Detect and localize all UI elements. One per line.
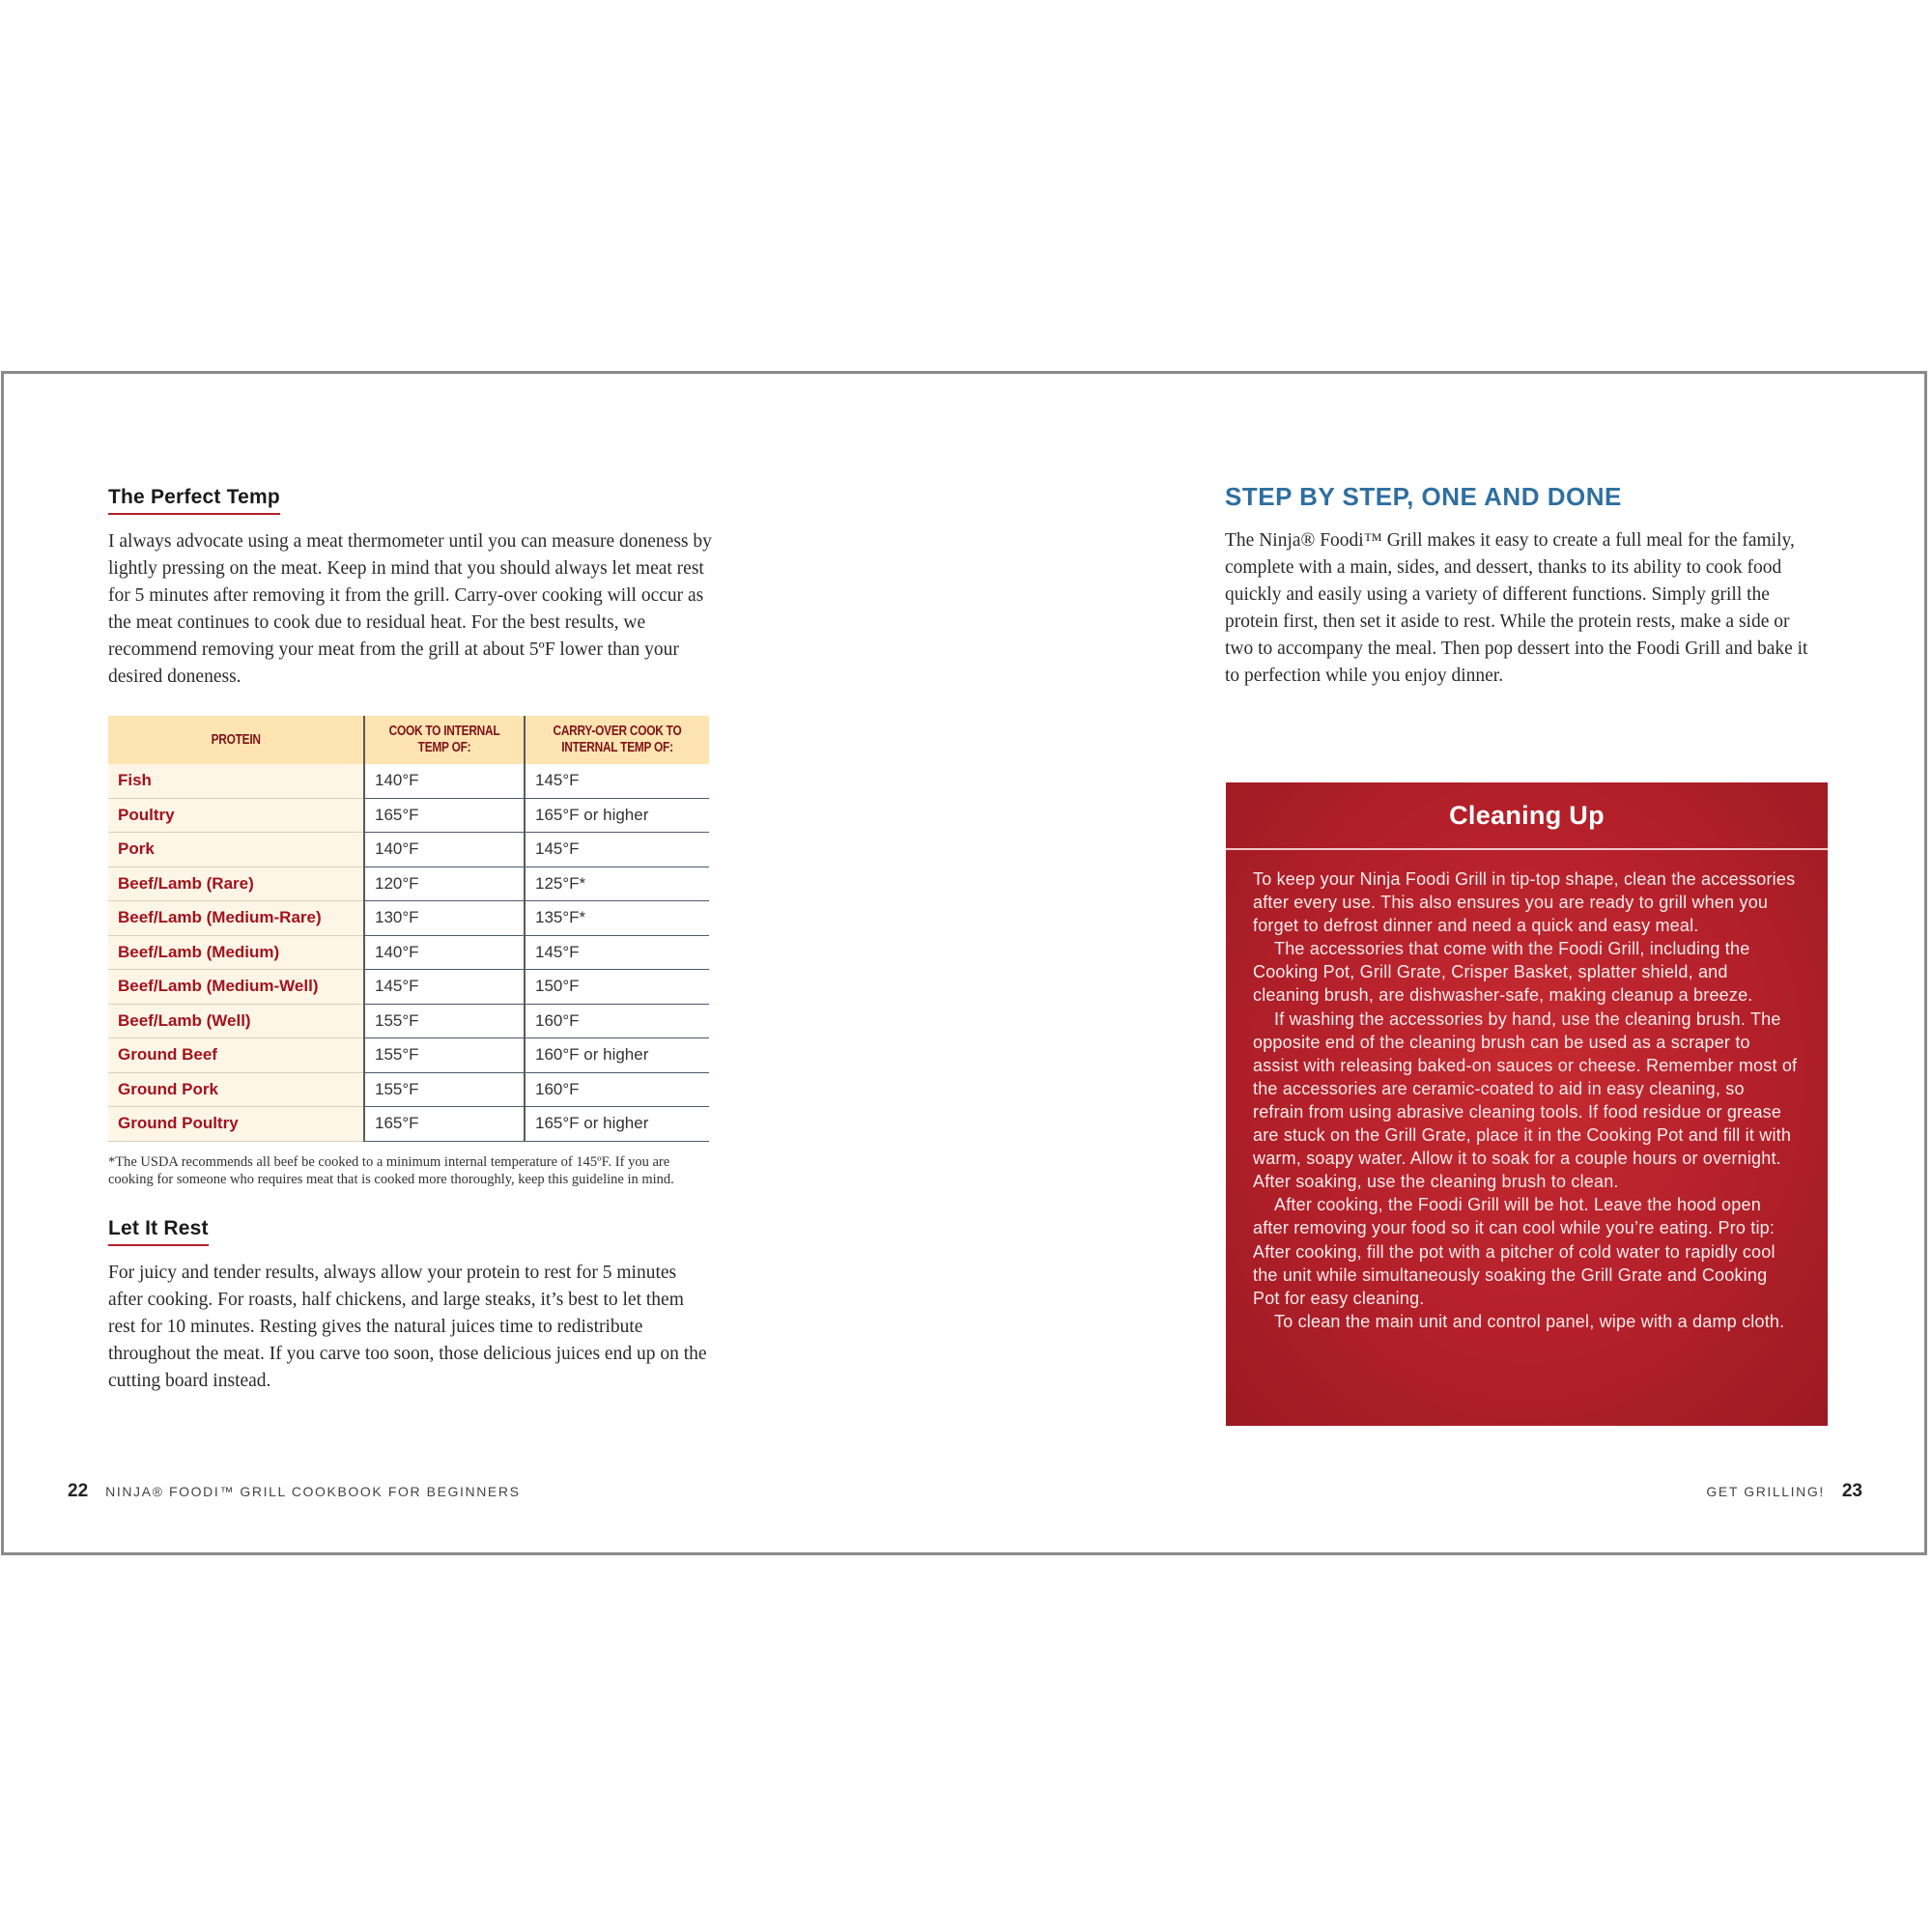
let-it-rest-paragraph: For juicy and tender results, always allow your protein to rest for 5 minutes after cooking. For roasts, half chickens, and large steaks, it’s best to let them rest for 10 minutes. Resting gives the natural juices time to redistribute throughout the meat. If you carve too soon, those delicious juices end up on the cutting board instead. (108, 1262, 707, 1391)
cell-cook-temp: 155°F (364, 1038, 525, 1073)
heading-perfect-temp: The Perfect Temp (108, 486, 280, 515)
cell-cook-temp: 155°F (364, 1072, 525, 1107)
cell-cook-temp: 140°F (364, 935, 525, 970)
cell-cook-temp: 145°F (364, 970, 525, 1005)
left-footer (68, 1481, 521, 1502)
cell-protein: Beef/Lamb (Medium-Rare) (108, 901, 364, 936)
cell-cook-temp: 120°F (364, 867, 525, 901)
cell-protein: Ground Beef (108, 1038, 364, 1073)
cell-carryover-temp: 145°F (525, 764, 709, 798)
cleaning-up-sidebar (1226, 782, 1828, 1426)
temperature-table (108, 716, 709, 1142)
col-header-cook-temp: COOK TO INTERNAL TEMP OF: (364, 716, 525, 764)
cell-carryover-temp: 160°F (525, 1004, 709, 1038)
cell-protein: Beef/Lamb (Well) (108, 1004, 364, 1038)
cell-protein: Ground Poultry (108, 1107, 364, 1142)
cell-carryover-temp: 145°F (525, 833, 709, 867)
section-title-step-by-step: STEP BY STEP, ONE AND DONE (1225, 482, 1622, 511)
cell-protein: Fish (108, 764, 364, 798)
cell-cook-temp: 165°F (364, 1107, 525, 1142)
page-number-left: 22 (68, 1481, 89, 1501)
step-by-step-paragraph: The Ninja® Foodi™ Grill makes it easy to create a full meal for the family, complete with a main, sides, and dessert, thanks to its ability to cook food quickly and easily using a variety of different functions. Simply grill the protein first, then set it aside to rest. While the protein rests, make a side or two to accompany the meal. Then pop dessert into the Foodi Grill and bake it to perfection while you enjoy dinner. (1225, 530, 1808, 686)
cell-protein: Pork (108, 833, 364, 867)
perfect-temp-paragraph: I always advocate using a meat thermometer until you can measure doneness by lightly pressing on the meat. Keep in mind that you should always let meat rest for 5 minutes after removing it from the grill. Carry-over cooking will occur as the meat continues to cook due to residual heat. For the best results, we recommend removing your meat from the grill at about 5ºF lower than your desired doneness. (108, 531, 712, 687)
table-row (108, 1004, 709, 1038)
table-row (108, 1072, 709, 1107)
cell-carryover-temp: 160°F (525, 1072, 709, 1107)
cell-protein: Beef/Lamb (Medium) (108, 935, 364, 970)
heading-let-it-rest: Let It Rest (108, 1217, 209, 1246)
col-header-carryover-temp: CARRY-OVER COOK TO INTERNAL TEMP OF: (525, 716, 709, 764)
cell-cook-temp: 155°F (364, 1004, 525, 1038)
temperature-table-wrap (108, 716, 709, 1142)
sidebar-body (1226, 850, 1828, 1333)
cell-protein: Beef/Lamb (Rare) (108, 867, 364, 901)
cell-carryover-temp: 125°F* (525, 867, 709, 901)
cell-cook-temp: 165°F (364, 798, 525, 833)
page-number-right: 23 (1841, 1481, 1862, 1501)
cell-carryover-temp: 145°F (525, 935, 709, 970)
sidebar-paragraph: To keep your Ninja Foodi Grill in tip-top shape, clean the accessories after every use. This also ensures you are ready to grill when you forget to defrost dinner and need a quick and easy meal. (1253, 869, 1796, 936)
sidebar-header (1226, 782, 1828, 850)
table-row (108, 1107, 709, 1142)
left-page-content (108, 486, 717, 1395)
table-row (108, 833, 709, 867)
cell-cook-temp: 130°F (364, 901, 525, 936)
cell-carryover-temp: 135°F* (525, 901, 709, 936)
cell-carryover-temp: 165°F or higher (525, 1107, 709, 1142)
table-row (108, 901, 709, 936)
running-head-left: NINJA® FOODI™ GRILL COOKBOOK FOR BEGINNERS (105, 1484, 521, 1499)
cell-protein: Beef/Lamb (Medium-Well) (108, 970, 364, 1005)
right-footer (1706, 1481, 1862, 1502)
running-head-right: GET GRILLING! (1706, 1484, 1825, 1499)
cell-protein: Poultry (108, 798, 364, 833)
table-row (108, 935, 709, 970)
sidebar-paragraph: If washing the accessories by hand, use the cleaning brush. The opposite end of the cleaning brush can be used as a scraper to assist with releasing baked-on sauces or cheese. Remember most of the accessories are ceramic-coated to aid in easy cleaning, so refrain from using abrasive cleaning tools. If food residue or grease are stuck on the Grill Grate, place it in the Cooking Pot and fill it with warm, soapy water. Allow it to soak for a couple hours or overnight. After soaking, use the cleaning brush to clean. (1253, 1009, 1798, 1192)
sidebar-paragraph: The accessories that come with the Foodi Grill, including the Cooking Pot, Grill Grate, Crisper Basket, splatter shield, and cleaning brush, are dishwasher-safe, making cleanup a breeze. (1253, 939, 1753, 1006)
cell-cook-temp: 140°F (364, 764, 525, 798)
sidebar-paragraph: After cooking, the Foodi Grill will be hot. Leave the hood open after removing your food so it can cool while you’re eating. Pro tip: After cooking, fill the pot with a pitcher of cold water to rapidly cool the unit while simultaneously soaking the Grill Grate and Cooking Pot for easy cleaning. (1253, 1195, 1776, 1308)
book-spread (1, 371, 1927, 1555)
cell-carryover-temp: 160°F or higher (525, 1038, 709, 1073)
sidebar-title: Cleaning Up (1449, 800, 1605, 830)
col-header-protein: PROTEIN (108, 716, 364, 764)
table-row (108, 867, 709, 901)
cell-protein: Ground Pork (108, 1072, 364, 1107)
table-row (108, 764, 709, 798)
table-row (108, 798, 709, 833)
cell-carryover-temp: 165°F or higher (525, 798, 709, 833)
right-page-content (1225, 482, 1816, 690)
table-footnote: *The USDA recommends all beef be cooked to a minimum internal temperature of 145ºF. If you are cooking for someone who requires meat that is cooked more thoroughly, keep this guideline in mind. (108, 1153, 674, 1187)
cell-cook-temp: 140°F (364, 833, 525, 867)
cell-carryover-temp: 150°F (525, 970, 709, 1005)
table-header-row (108, 716, 709, 764)
table-row (108, 970, 709, 1005)
table-row (108, 1038, 709, 1073)
sidebar-paragraph: To clean the main unit and control panel, wipe with a damp cloth. (1274, 1311, 1785, 1331)
